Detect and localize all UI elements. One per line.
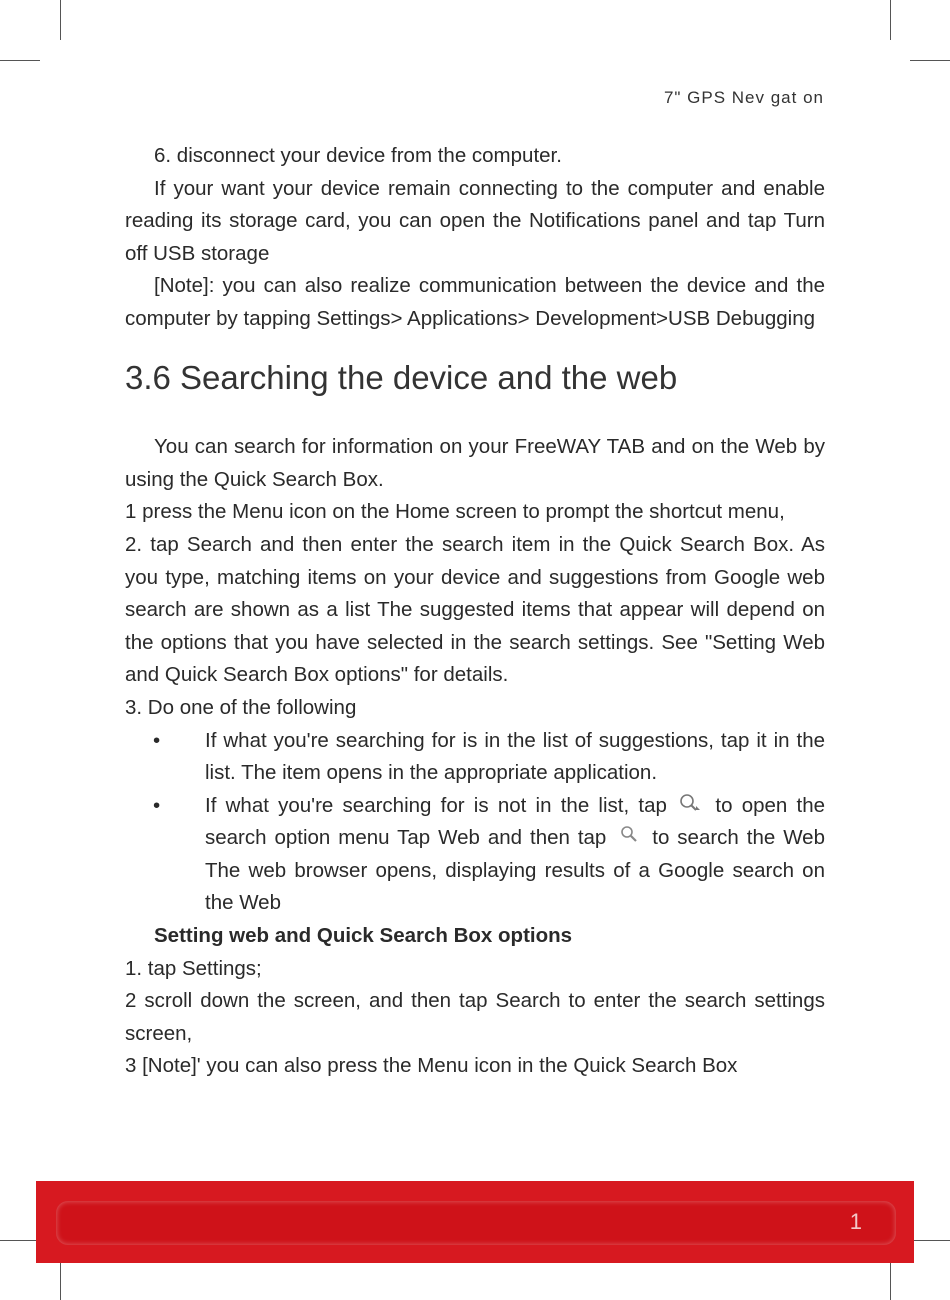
- page-body: [125, 140, 825, 1083]
- crop-mark: [910, 1240, 950, 1241]
- search-expand-icon: [678, 792, 704, 814]
- bullet-item: [125, 725, 825, 790]
- crop-mark: [60, 1260, 61, 1300]
- bullet-text-part: to open the search option menu Tap Web and then tap: [205, 793, 826, 850]
- crop-mark: [0, 60, 40, 61]
- step-2: 2. tap Search and then enter the search item in the Quick Search Box. As you type, matching items on your device and suggestions from Google web search are shown as a list The suggested items that appear will depend on the options that you have selected in the search settings. See "Setting Web and Quick Search Box options" for details.: [125, 532, 825, 687]
- usb-storage-paragraph: If your want your device remain connecting to the computer and enable reading its storage card, you can open the Notifications panel and tap Turn off USB storage: [125, 176, 825, 265]
- step-1: 1 press the Menu icon on the Home screen to prompt the shortcut menu,: [125, 500, 785, 524]
- crop-mark: [910, 60, 950, 61]
- crop-mark: [0, 1240, 40, 1241]
- step-6: 6. disconnect your device from the computer.: [154, 144, 562, 167]
- settings-step-1: 1. tap Settings;: [125, 956, 262, 980]
- bullet-marker: •: [153, 728, 161, 752]
- step-3: 3. Do one of the following: [125, 695, 357, 719]
- crop-mark: [890, 0, 891, 40]
- bullet-text-part: to search the Web The web browser opens, displaying results of a Google search on the Web: [205, 826, 825, 915]
- usb-debugging-note: [Note]: you can also realize communication between the device and the computer by tapping Settings> Applications> Development>USB Debugging: [125, 274, 825, 330]
- bullet-text: If what you're searching for is in the list of suggestions, tap it in the list. The item opens in the appropriate application.: [205, 728, 825, 785]
- search-icon: [616, 824, 642, 846]
- running-header: 7" GPS Nev gat on: [663, 88, 824, 107]
- page-number: 1: [849, 1209, 862, 1234]
- subheading: Setting web and Quick Search Box options: [154, 924, 573, 948]
- settings-step-2: 2 scroll down the screen, and then tap Search to enter the search settings screen,: [125, 989, 825, 1045]
- crop-mark: [890, 1260, 891, 1300]
- bullet-item: [125, 790, 825, 920]
- section-heading: 3.6 Searching the device and the web: [125, 358, 678, 396]
- footer-band: [36, 1181, 914, 1263]
- bullet-text: [205, 790, 825, 920]
- footer-inner-bar: [56, 1201, 896, 1245]
- section-intro: You can search for information on your FreeWAY TAB and on the Web by using the Quick Search Box.: [125, 435, 825, 491]
- bullet-marker: •: [153, 793, 161, 817]
- bullet-text-part: If what you're searching for is not in the list, tap: [205, 793, 667, 817]
- settings-step-3: 3 [Note]' you can also press the Menu icon in the Quick Search Box: [125, 1054, 738, 1078]
- crop-mark: [60, 0, 61, 40]
